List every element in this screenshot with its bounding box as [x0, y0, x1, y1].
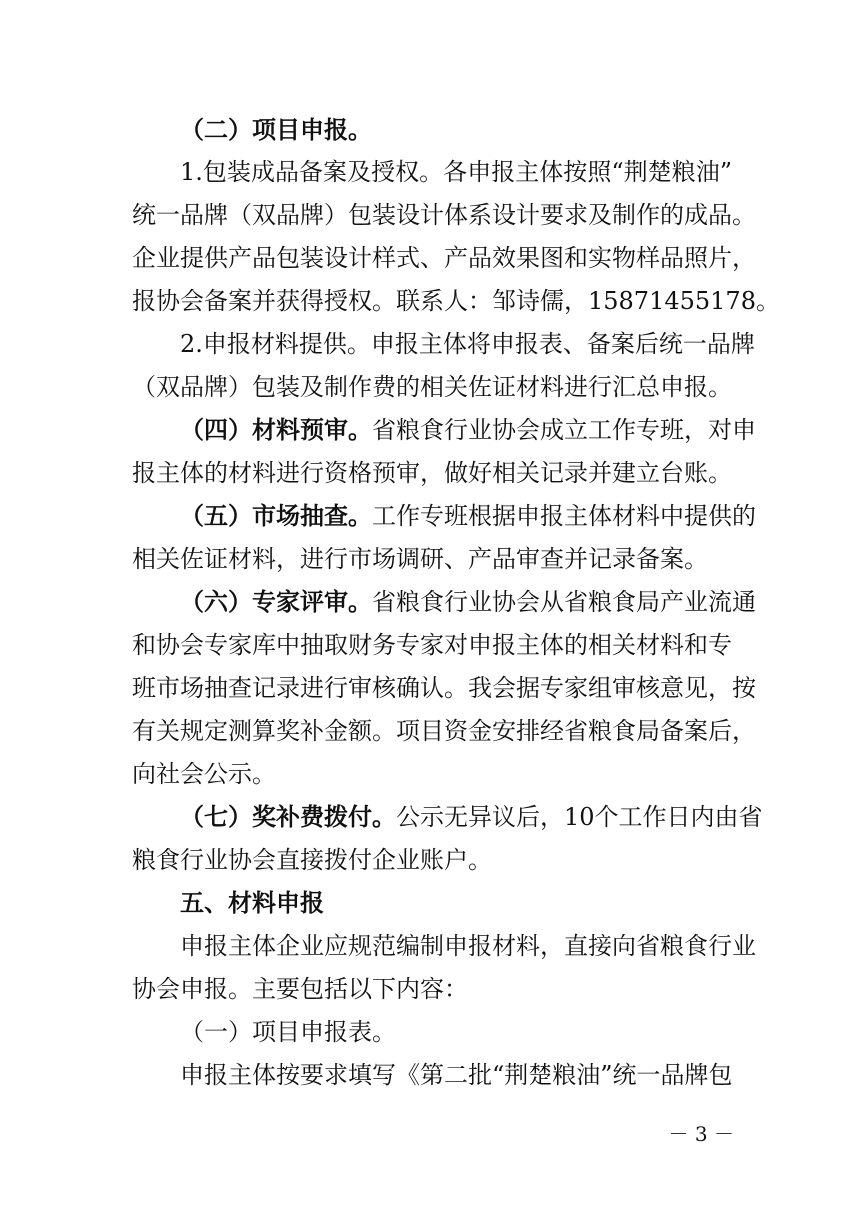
section-6-line-4: 有关规定测算奖补金额。项目资金安排经省粮食局备案后， [132, 717, 756, 745]
item-1-line-1: 1.包装成品备案及授权。各申报主体按照“荆楚粮油” [180, 158, 732, 186]
part-5-line-2: 协会申报。主要包括以下内容： [132, 975, 468, 1003]
part-5-heading: 五、材料申报 [180, 889, 324, 917]
sub-1-line-1: 申报主体按要求填写《第二批“荆楚粮油”统一品牌包 [180, 1061, 733, 1089]
section-6-line-3: 班市场抽查记录进行审核确认。我会据专家组审核意见，按 [132, 674, 756, 702]
section-4-heading: （四）材料预审。 [180, 416, 372, 444]
part-5-line-1: 申报主体企业应规范编制申报材料，直接向省粮食行业 [180, 932, 756, 960]
sub-1-heading: （一）项目申报表。 [180, 1018, 396, 1046]
section-6-line-1 [180, 586, 756, 618]
section-5-line-1 [180, 500, 756, 532]
section-6-line-2: 和协会专家库中抽取财务专家对申报主体的相关材料和专 [132, 631, 732, 659]
page-number: － 3 － [668, 1122, 734, 1146]
section-5-line-2: 相关佐证材料，进行市场调研、产品审查并记录备案。 [132, 545, 708, 573]
item-2-line-2: （双品牌）包装及制作费的相关佐证材料进行汇总申报。 [132, 373, 732, 401]
section-7-line-1-text: 公示无异议后，10个工作日内由省 [396, 803, 763, 831]
section-5-line-1-text: 工作专班根据申报主体材料中提供的 [372, 502, 756, 530]
section-7-heading: （七）奖补费拨付。 [180, 803, 396, 831]
section-7-line-2: 粮食行业协会直接拨付企业账户。 [132, 846, 492, 874]
item-1-line-3: 企业提供产品包装设计样式、产品效果图和实物样品照片， [132, 244, 756, 272]
section-6-line-5: 向社会公示。 [132, 760, 276, 788]
item-2-line-1: 2.申报材料提供。申报主体将申报表、备案后统一品牌 [180, 330, 755, 358]
section-7-line-1 [180, 801, 763, 833]
section-4-line-1 [180, 414, 756, 446]
section-5-heading: （五）市场抽查。 [180, 502, 372, 530]
section-6-heading: （六）专家评审。 [180, 588, 372, 616]
item-1-line-2: 统一品牌（双品牌）包装设计体系设计要求及制作的成品。 [132, 201, 756, 229]
section-4-line-1-text: 省粮食行业协会成立工作专班，对申 [372, 416, 756, 444]
item-1-line-4: 报协会备案并获得授权。联系人：邹诗儒，15871455178。 [132, 287, 780, 315]
section-4-line-2: 报主体的材料进行资格预审，做好相关记录并建立台账。 [132, 459, 732, 487]
section-2-heading: （二）项目申报。 [180, 116, 372, 144]
section-6-line-1-text: 省粮食行业协会从省粮食局产业流通 [372, 588, 756, 616]
